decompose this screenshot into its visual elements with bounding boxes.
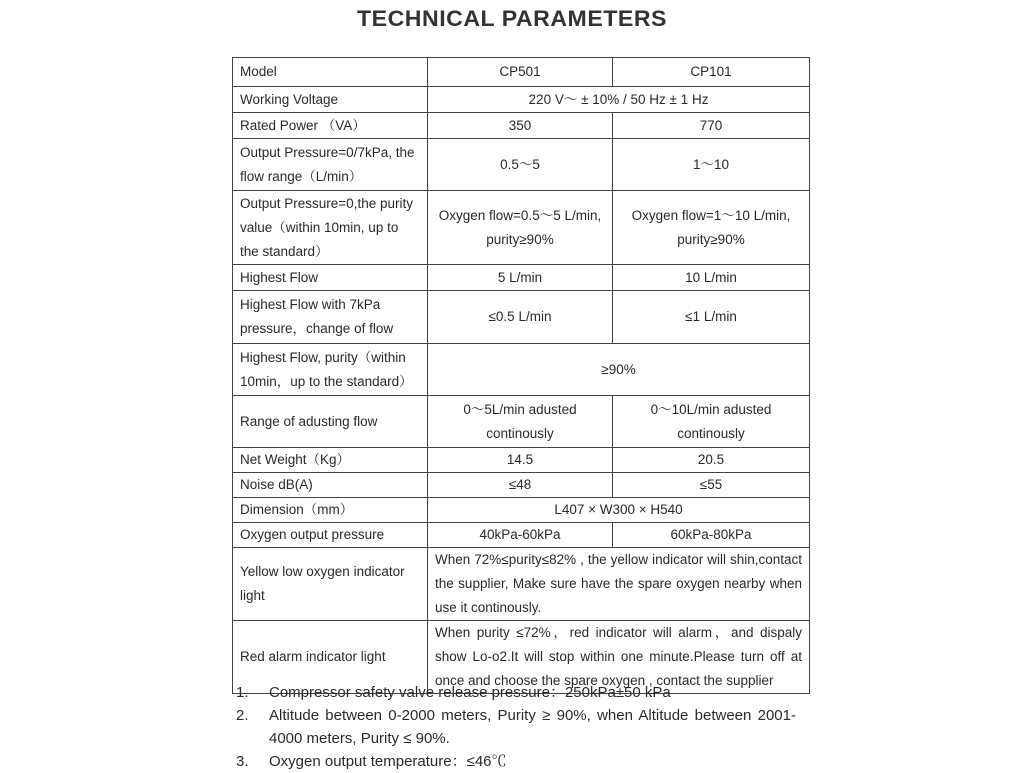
note-number: 1. [236,684,249,701]
cell-cp101: 10 L/min [613,265,810,291]
technical-parameters-table [232,57,810,694]
page-title: TECHNICAL PARAMETERS [357,6,667,31]
table-row [233,87,810,113]
cell-cp501: ≤48 [428,473,613,498]
row-label: Rated Power （VA） [233,113,428,139]
note-number: 3. [236,753,249,770]
cell-merged: 220 V～ ± 10% / 50 Hz ± 1 Hz [428,87,810,113]
cell-cp501: 0.5～5 [428,139,613,191]
notes-list [236,681,796,773]
note-text: Altitude between 0-2000 meters, Purity ≥ 90%, when Altitude between 2001-4000 meters, Purity ≤ 90%. [269,707,796,747]
table-row [233,291,810,344]
cell-merged: ≥90% [428,344,810,396]
cell-cp501: 5 L/min [428,265,613,291]
cell-cp501: 350 [428,113,613,139]
cell-merged: When 72%≤purity≤82% , the yellow indicator will shin,contact the supplier, Make sure have the spare oxygen nearby when use it continously. [428,548,810,621]
row-label: Yellow low oxygen indicator light [233,548,428,621]
note-text: Oxygen output temperature：≤46℃ [269,753,507,770]
row-label: Highest Flow [233,265,428,291]
table-row [233,344,810,396]
row-label: Noise dB(A) [233,473,428,498]
note-number: 2. [236,707,249,724]
row-label: Model [233,58,428,87]
table-row [233,498,810,523]
cell-cp101: ≤55 [613,473,810,498]
note-item [236,750,796,773]
table-row [233,473,810,498]
cell-cp501: CP501 [428,58,613,87]
table-row [233,396,810,448]
table-row [233,448,810,473]
note-text: Compressor safety valve release pressure：250kPa±50 kPa [269,684,671,701]
cell-cp101: ≤1 L/min [613,291,810,344]
cell-cp501: 14.5 [428,448,613,473]
row-label: Range of adusting flow [233,396,428,448]
row-label: Dimension（mm） [233,498,428,523]
cell-cp101: Oxygen flow=1～10 L/min, purity≥90% [613,191,810,265]
cell-cp101: 60kPa-80kPa [613,523,810,548]
row-label: Highest Flow, purity（within 10min，up to the standard） [233,344,428,396]
cell-cp501: 40kPa-60kPa [428,523,613,548]
cell-cp101: 1～10 [613,139,810,191]
row-label: Red alarm indicator light [233,621,428,694]
note-item [236,681,796,704]
cell-merged: L407 × W300 × H540 [428,498,810,523]
cell-cp101: 770 [613,113,810,139]
cell-cp501: Oxygen flow=0.5～5 L/min, purity≥90% [428,191,613,265]
table-row [233,523,810,548]
row-label: Oxygen output pressure [233,523,428,548]
row-label: Output Pressure=0/7kPa, the flow range（L/min） [233,139,428,191]
note-item [236,704,796,750]
table-row [233,58,810,87]
table-row [233,113,810,139]
row-label: Highest Flow with 7kPa pressure，change of flow [233,291,428,344]
cell-cp101: CP101 [613,58,810,87]
cell-merged: When purity ≤72%，red indicator will alarm，and dispaly show Lo-o2.It will stop within one minute.Please turn off at once and choose the spare oxygen , contact the supplier [428,621,810,694]
row-label: Output Pressure=0,the purity value（within 10min, up to the standard） [233,191,428,265]
table-row [233,139,810,191]
table-row [233,191,810,265]
cell-cp101: 20.5 [613,448,810,473]
row-label: Working Voltage [233,87,428,113]
cell-cp501: ≤0.5 L/min [428,291,613,344]
cell-cp501: 0～5L/min adusted continously [428,396,613,448]
table-row [233,265,810,291]
row-label: Net Weight（Kg） [233,448,428,473]
table-row [233,548,810,621]
cell-cp101: 0～10L/min adusted continously [613,396,810,448]
